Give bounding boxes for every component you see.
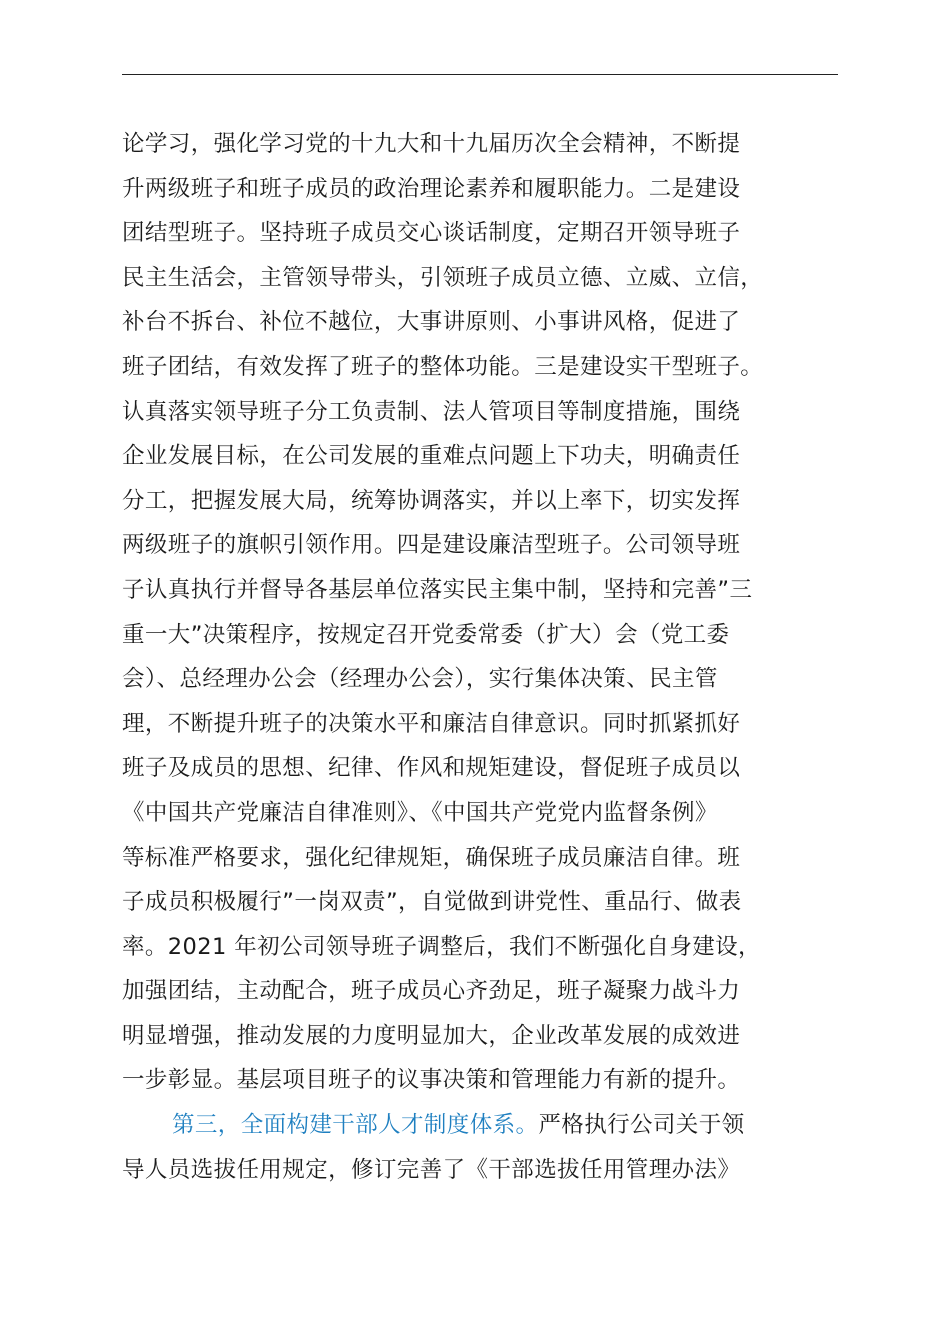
body-text [122, 122, 867, 1192]
text-line: 班子团结，有效发挥了班子的整体功能。三是建设实干型班子。 [122, 353, 764, 380]
text-line: 率。2021 年初公司领导班子调整后，我们不断强化自身建设， [122, 933, 761, 960]
text-line: 团结型班子。坚持班子成员交心谈话制度，定期召开领导班子 [122, 220, 741, 247]
text-line: 等标准严格要求，强化纪律规矩，确保班子成员廉洁自律。班 [122, 844, 741, 871]
text-line: 认真落实领导班子分工负责制、法人管项目等制度措施，围绕 [122, 398, 741, 425]
section-three-text: 严格执行公司关于领 [538, 1112, 745, 1139]
text-line: 一步彰显。基层项目班子的议事决策和管理能力有新的提升。 [122, 1067, 741, 1094]
text-line: 升两级班子和班子成员的政治理论素养和履职能力。二是建设 [122, 175, 741, 202]
section-three-heading: 第三，全面构建干部人才制度体系。 [172, 1112, 539, 1139]
text-line: 分工，把握发展大局，统筹协调落实，并以上率下，切实发挥 [122, 487, 741, 514]
text-line: 加强团结，主动配合，班子成员心齐劲足，班子凝聚力战斗力 [122, 978, 741, 1005]
text-line: 《中国共产党廉洁自律准则》、《中国共产党党内监督条例》 [122, 799, 718, 826]
text-line: 导人员选拔任用规定，修订完善了《干部选拔任用管理办法》 [122, 1156, 741, 1183]
section-three-line [122, 1103, 867, 1148]
text-line: 民主生活会，主管领导带头，引领班子成员立德、立威、立信， [122, 264, 764, 291]
text-line: 子认真执行并督导各基层单位落实民主集中制，坚持和完善”三 [122, 576, 753, 603]
text-line: 班子及成员的思想、纪律、作风和规矩建设，督促班子成员以 [122, 755, 741, 782]
header-rule [122, 74, 838, 75]
text-line: 会）、总经理办公会（经理办公会），实行集体决策、民主管 [122, 666, 718, 693]
text-line: 两级班子的旗帜引领作用。四是建设廉洁型班子。公司领导班 [122, 532, 741, 559]
text-line: 重一大”决策程序，按规定召开党委常委（扩大）会（党工委 [122, 621, 730, 648]
text-line: 论学习，强化学习党的十九大和十九届历次全会精神，不断提 [122, 131, 741, 157]
text-line: 补台不拆台、补位不越位，大事讲原则、小事讲风格，促进了 [122, 309, 741, 336]
text-line: 明显增强，推动发展的力度明显加大，企业改革发展的成效进 [122, 1022, 741, 1049]
text-line: 企业发展目标，在公司发展的重难点问题上下功夫，明确责任 [122, 443, 741, 470]
text-line: 子成员积极履行”一岗双责”，自觉做到讲党性、重品行、做表 [122, 889, 742, 916]
text-line: 理，不断提升班子的决策水平和廉洁自律意识。同时抓紧抓好 [122, 710, 741, 737]
